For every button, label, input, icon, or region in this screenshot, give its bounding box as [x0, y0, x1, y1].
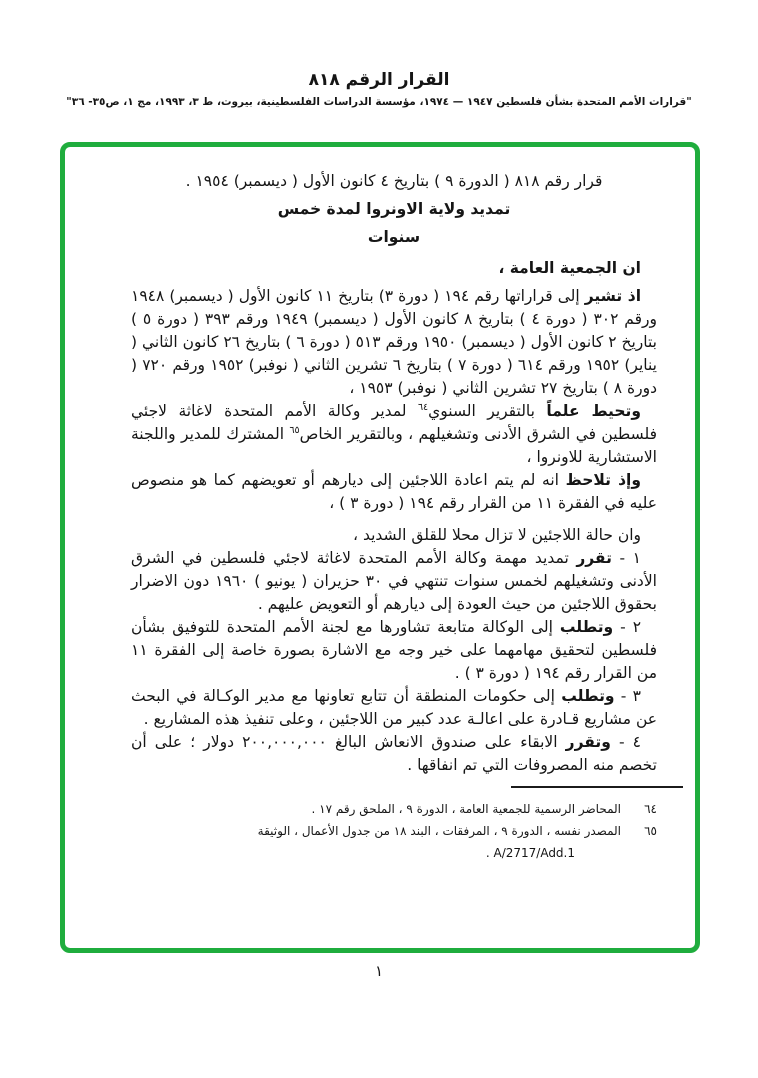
clause-text: إلى الوكالة متابعة تشاورها مع لجنة الأمم المتحدة للتوفيق بشأن فلسطين لتحقيق مهامهما على خير وجه مع الاشارة بصورة خاصة إلى الفقرة ١١ من القرار رقم ١٩٤ ( دورة ٣ ) . [131, 618, 657, 682]
footnote-number: ٦٤ [644, 802, 657, 816]
resolution-body [65, 147, 695, 864]
clause-lead: وإذ تلاحظ [565, 471, 641, 489]
clause-text: إلى قراراتها رقم ١٩٤ ( دورة ٣) بتاريخ ١١ كانون الأول ( ديسمبر) ١٩٤٨ ورقم ٣٠٢ ( دورة ٤ ) بتاريخ ٨ كانون الأول ( ديسمبر) ١٩٤٩ ورقم ٣٩٣ ( دورة ٥ ) بتاريخ ٢ كانون الأول ( ديسمبر) ١٩٥٠ ورقم ٥١٣ ( دورة ٦ ) بتاريخ ٢٦ كانون الثاني ( يناير) ١٩٥٢ ورقم ٦١٤ ( دورة ٧ ) بتاريخ ٦ تشرين الثاني ( نوفبر) ١٩٥٢ ورقم ٧٢٠ ( دورة ٨ ) بتاريخ ٢٧ تشرين الثاني ( نوفبر) ١٩٥٣ ، [131, 287, 657, 397]
clause-lead: اذ تشير [584, 287, 642, 305]
clause-text: لمدير وكالة الأمم المتحدة لاغاثة لاجئي فلسطين في الشرق الأدنى وتشغيلهم ، وبالتقرير الخاص [131, 402, 657, 443]
clause-lead: وتطلب [559, 618, 614, 636]
footnote-number: ٦٥ [644, 824, 657, 838]
clause-lead: وتحيط علماً [546, 402, 641, 420]
resolution-frame [60, 142, 700, 953]
clause-lead: وتطلب [561, 687, 615, 705]
clause-text: وان حالة اللاجئين لا تزال محلا للقلق الشديد ، [353, 526, 641, 544]
clause-number: ٢ - [613, 618, 642, 636]
resolution-operative-2 [131, 616, 657, 685]
clause-text: إلى حكومات المنطقة أن تتابع تعاونها مع مدير الوكـالة في البحث عن مشاريع قـادرة على اعالـة عدد كبير من اللاجئين ، وعلى تنفيذ هذه المشاريع . [131, 687, 657, 728]
resolution-heading-line2: تمديد ولاية الاونروا لمدة خمس [277, 200, 511, 218]
page-number: ١ [374, 962, 384, 980]
footnote-text [131, 820, 621, 864]
resolution-clause-concern [131, 524, 657, 547]
resolution-heading [131, 167, 657, 251]
clause-text: الابقاء على صندوق الانعاش البالغ ٢٠٠,٠٠٠,٠٠٠ دولار ؛ على أن تخصم منه المصروفات التي تم انفاقها . [131, 733, 657, 774]
document-header [0, 70, 758, 108]
clause-text: بالتقرير السنوي [428, 402, 547, 420]
footnote-ref-65: ٦٥ [289, 424, 300, 436]
footnote-ref-64: ٦٤ [417, 401, 429, 413]
resolution-heading-line1: قرار رقم ٨١٨ ( الدورة ٩ ) بتاريخ ٤ كانون الأول ( ديسمبر) ١٩٥٤ . [185, 172, 603, 190]
footnote-separator [511, 786, 683, 788]
footnote-text: المحاضر الرسمية للجمعية العامة ، الدورة ٩ ، الملحق رقم ١٧ . [311, 802, 621, 816]
clause-number: ١ - [611, 549, 641, 567]
clause-number: ٤ - [610, 733, 641, 751]
clause-number: ٣ - [614, 687, 641, 705]
clause-text: تمديد مهمة وكالة الأمم المتحدة لاغاثة لاجئي فلسطين في الشرق الأدنى وتشغيلهم لخمس سنوات تنتهي في ٣٠ حزيران ( يونيو ) ١٩٦٠ دون الاضرار بحقوق اللاجئين من حيث العودة إلى ديارهم أو التعويض عليهم . [131, 549, 657, 613]
clause-text: انه لم يتم اعادة اللاجئين إلى ديارهم أو تعويضهم كما هو منصوص عليه في الفقرة ١١ من القرار رقم ١٩٤ ( دورة ٣ ) ، [131, 471, 657, 512]
clause-lead: وتقرر [565, 733, 611, 751]
footnote-doc-ref: A/2717/Add.1 . [485, 846, 575, 860]
footnotes [131, 798, 657, 864]
resolution-clause-observes [131, 469, 657, 515]
resolution-heading-line3: سنوات [367, 228, 421, 246]
footnote-64 [131, 798, 657, 820]
footnote-text-line: المصدر نفسه ، الدورة ٩ ، المرفقات ، البند ١٨ من جدول الأعمال ، الوثيقة [257, 824, 621, 838]
resolution-operative-4 [131, 731, 657, 777]
resolution-opening: ان الجمعية العامة ، [498, 259, 641, 277]
resolution-clause-notes-reports [131, 400, 657, 469]
clause-lead: تقرر [576, 549, 612, 567]
source-citation: "قرارات الأمم المتحدة بشأن فلسطين ١٩٤٧ — ١٩٧٤، مؤسسة الدراسات الفلسطينية، بيروت، ط ٣، ١٩٩٣، مج ١، ص٣٥- ٣٦" [66, 96, 692, 108]
footnote-65 [131, 820, 657, 864]
resolution-operative-3 [131, 685, 657, 731]
resolution-clause-recall [131, 285, 657, 400]
page-title: القرار الرقم ٨١٨ [308, 70, 450, 90]
clause-text: المشترك للمدير واللجنة الاستشارية للاونروا ، [131, 425, 657, 466]
resolution-operative-1 [131, 547, 657, 616]
